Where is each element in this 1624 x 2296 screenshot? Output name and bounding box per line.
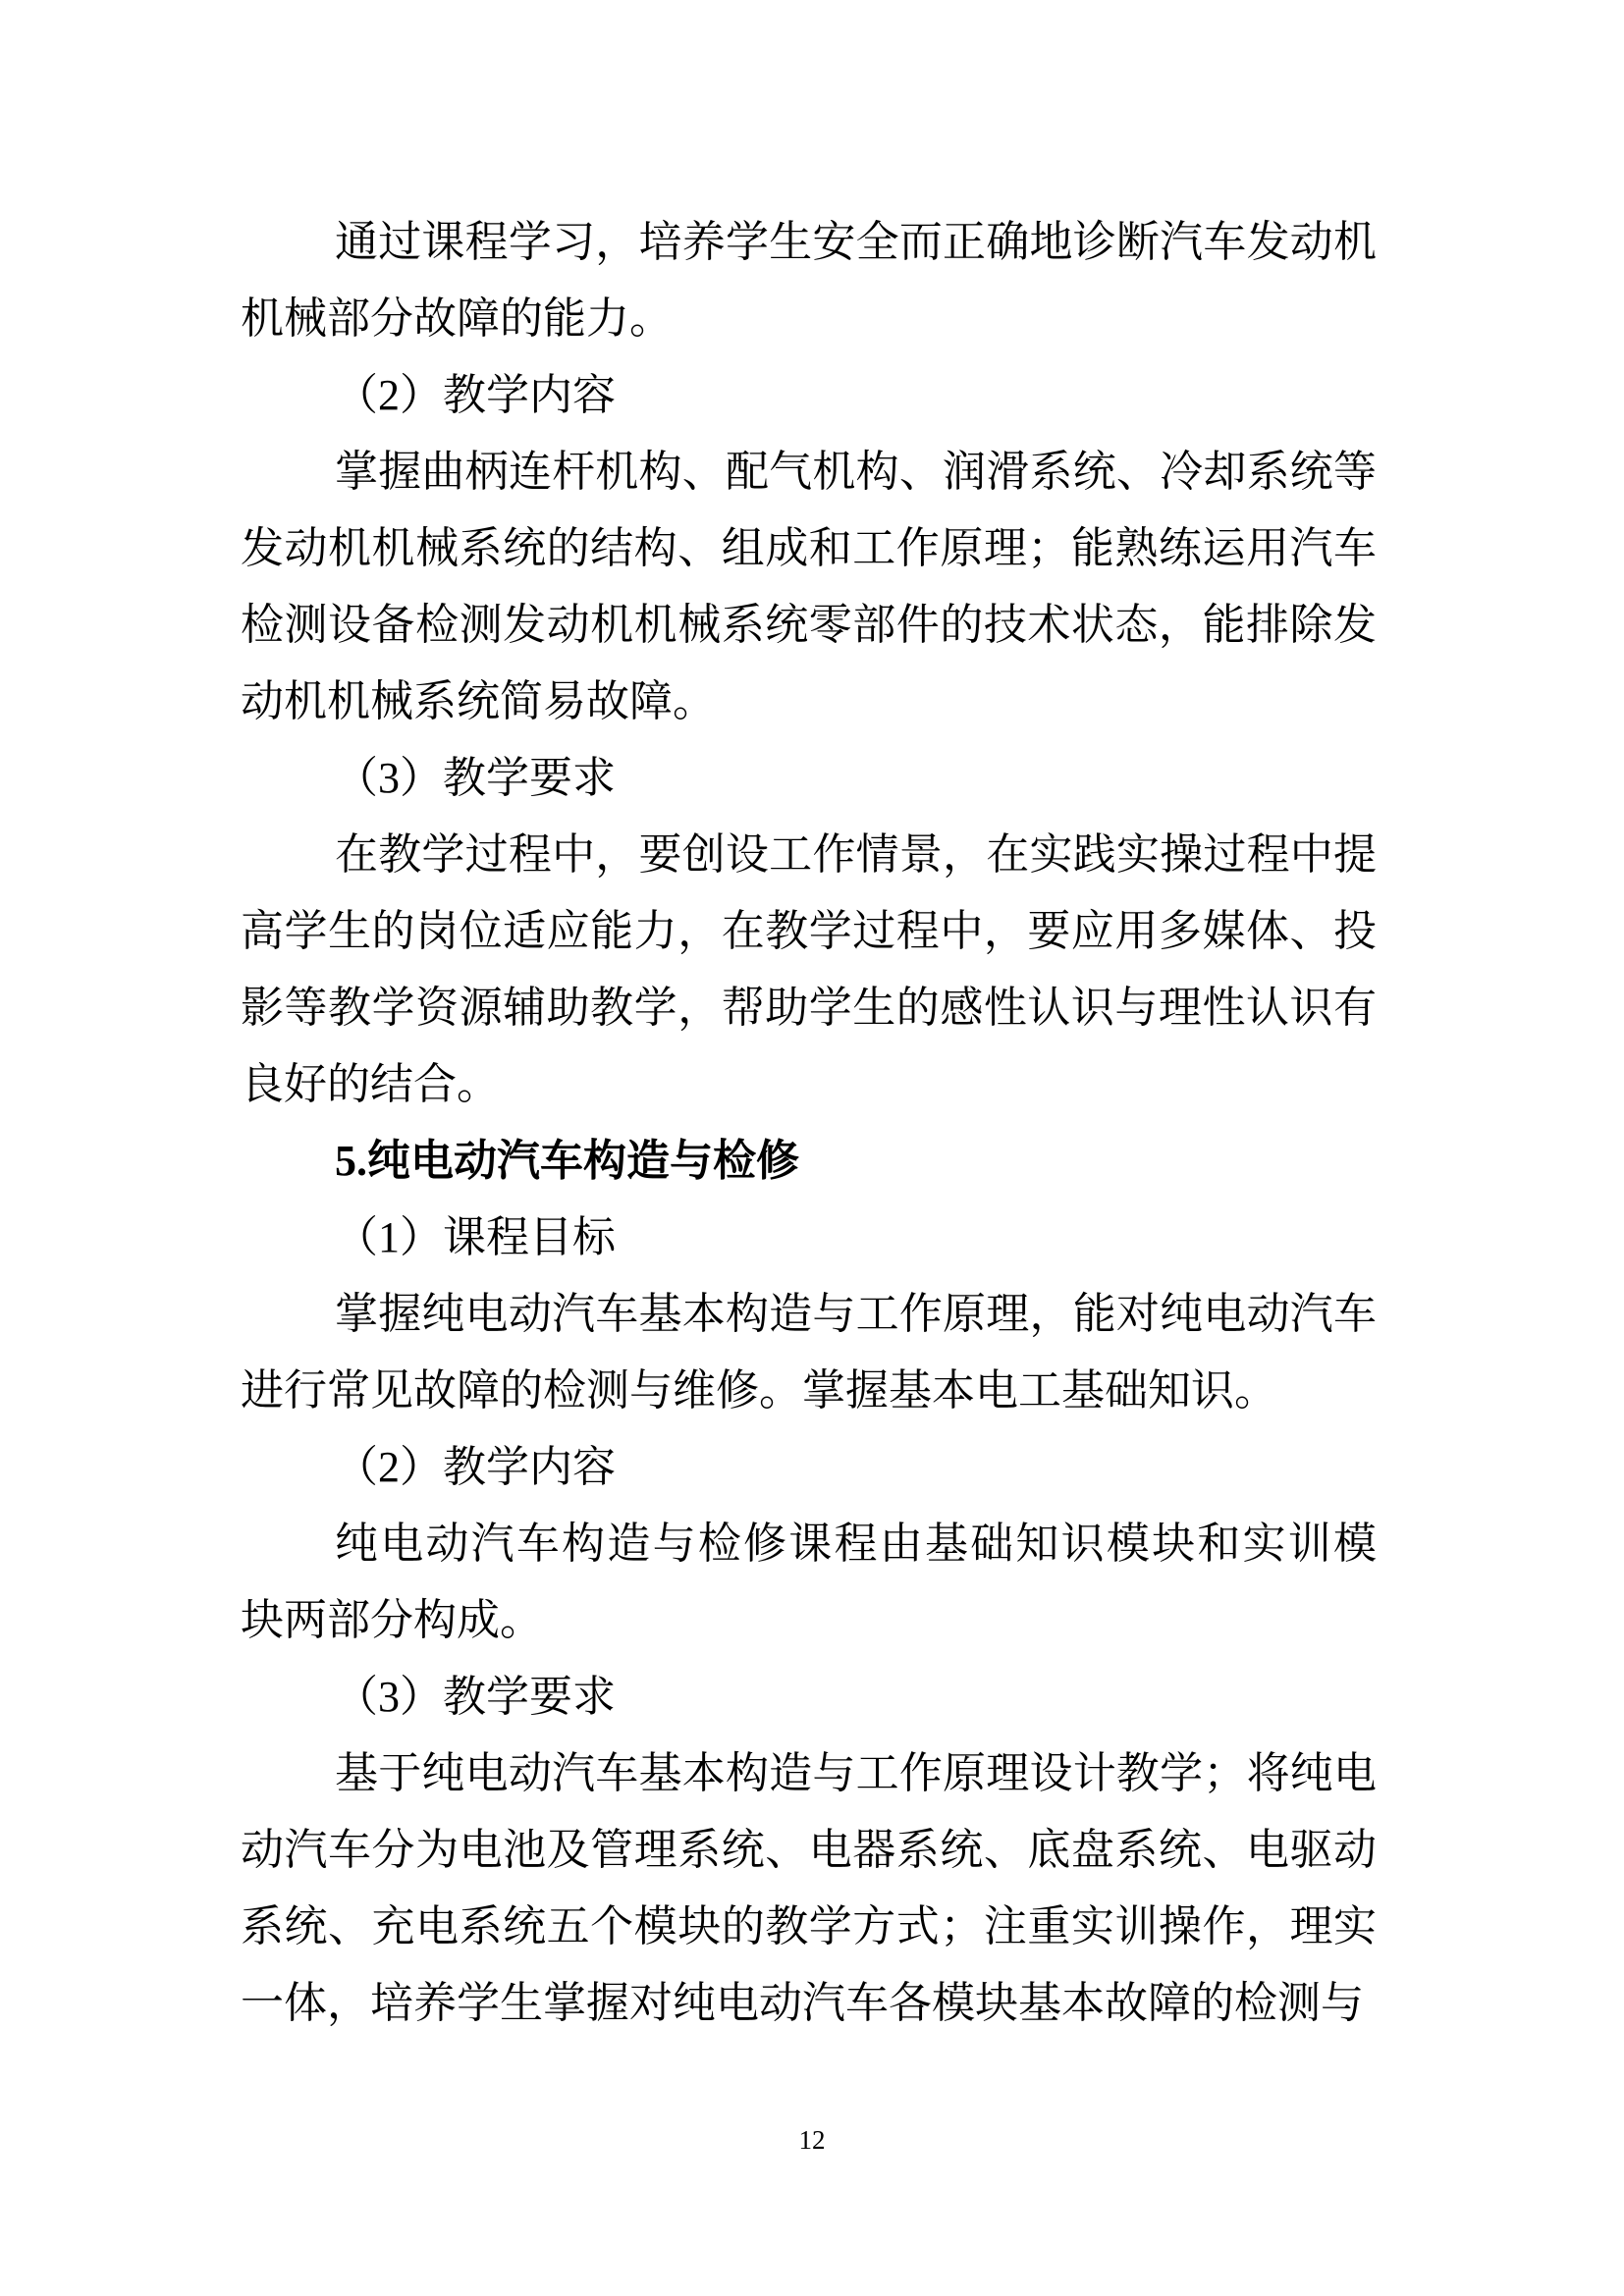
text-line: （3）教学要求 — [335, 754, 616, 802]
text-line: 一体，培养学生掌握对纯电动汽车各模块基本故障的检测与 — [241, 1979, 1364, 2027]
text-line: 影等教学资源辅助教学，帮助学生的感性认识与理性认识有 — [241, 984, 1377, 1032]
page-number: 12 — [798, 2125, 826, 2155]
text-line: 纯电动汽车构造与检修课程由基础知识模块和实训模 — [335, 1520, 1377, 1568]
text-line: 动机机械系统简易故障。 — [241, 677, 716, 725]
text-line: 在教学过程中，要创设工作情景，在实践实操过程中提 — [335, 830, 1377, 879]
text-line: 通过课程学习，培养学生安全而正确地诊断汽车发动机 — [335, 218, 1377, 266]
text-line: 进行常见故障的检测与维修。掌握基本电工基础知识。 — [241, 1366, 1277, 1415]
text-line: 高学生的岗位适应能力，在教学过程中，要应用多媒体、投 — [241, 907, 1377, 955]
text-line: 良好的结合。 — [241, 1060, 500, 1108]
text-line: （1）课程目标 — [335, 1213, 616, 1261]
text-line: 块两部分构成。 — [241, 1596, 543, 1644]
text-line: （3）教学要求 — [335, 1673, 616, 1721]
document-body — [241, 204, 1377, 2042]
text-line: 基于纯电动汽车基本构造与工作原理设计教学；将纯电 — [335, 1749, 1377, 1797]
text-line: 检测设备检测发动机机械系统零部件的技术状态，能排除发 — [241, 601, 1377, 649]
text-line: 掌握曲柄连杆机构、配气机构、润滑系统、冷却系统等 — [335, 448, 1377, 496]
text-line: 机械部分故障的能力。 — [241, 294, 673, 343]
text-line: 系统、充电系统五个模块的教学方式；注重实训操作，理实 — [241, 1902, 1377, 1950]
text-line: （2）教学内容 — [335, 1443, 616, 1491]
page-footer — [0, 2120, 1624, 2160]
text-line: （2）教学内容 — [335, 371, 616, 419]
text-line: 掌握纯电动汽车基本构造与工作原理，能对纯电动汽车 — [335, 1290, 1377, 1338]
text-line: 动汽车分为电池及管理系统、电器系统、底盘系统、电驱动 — [241, 1826, 1377, 1874]
section-heading: 5.纯电动汽车构造与检修 — [335, 1137, 799, 1185]
text-line: 发动机机械系统的结构、组成和工作原理；能熟练运用汽车 — [241, 524, 1377, 572]
